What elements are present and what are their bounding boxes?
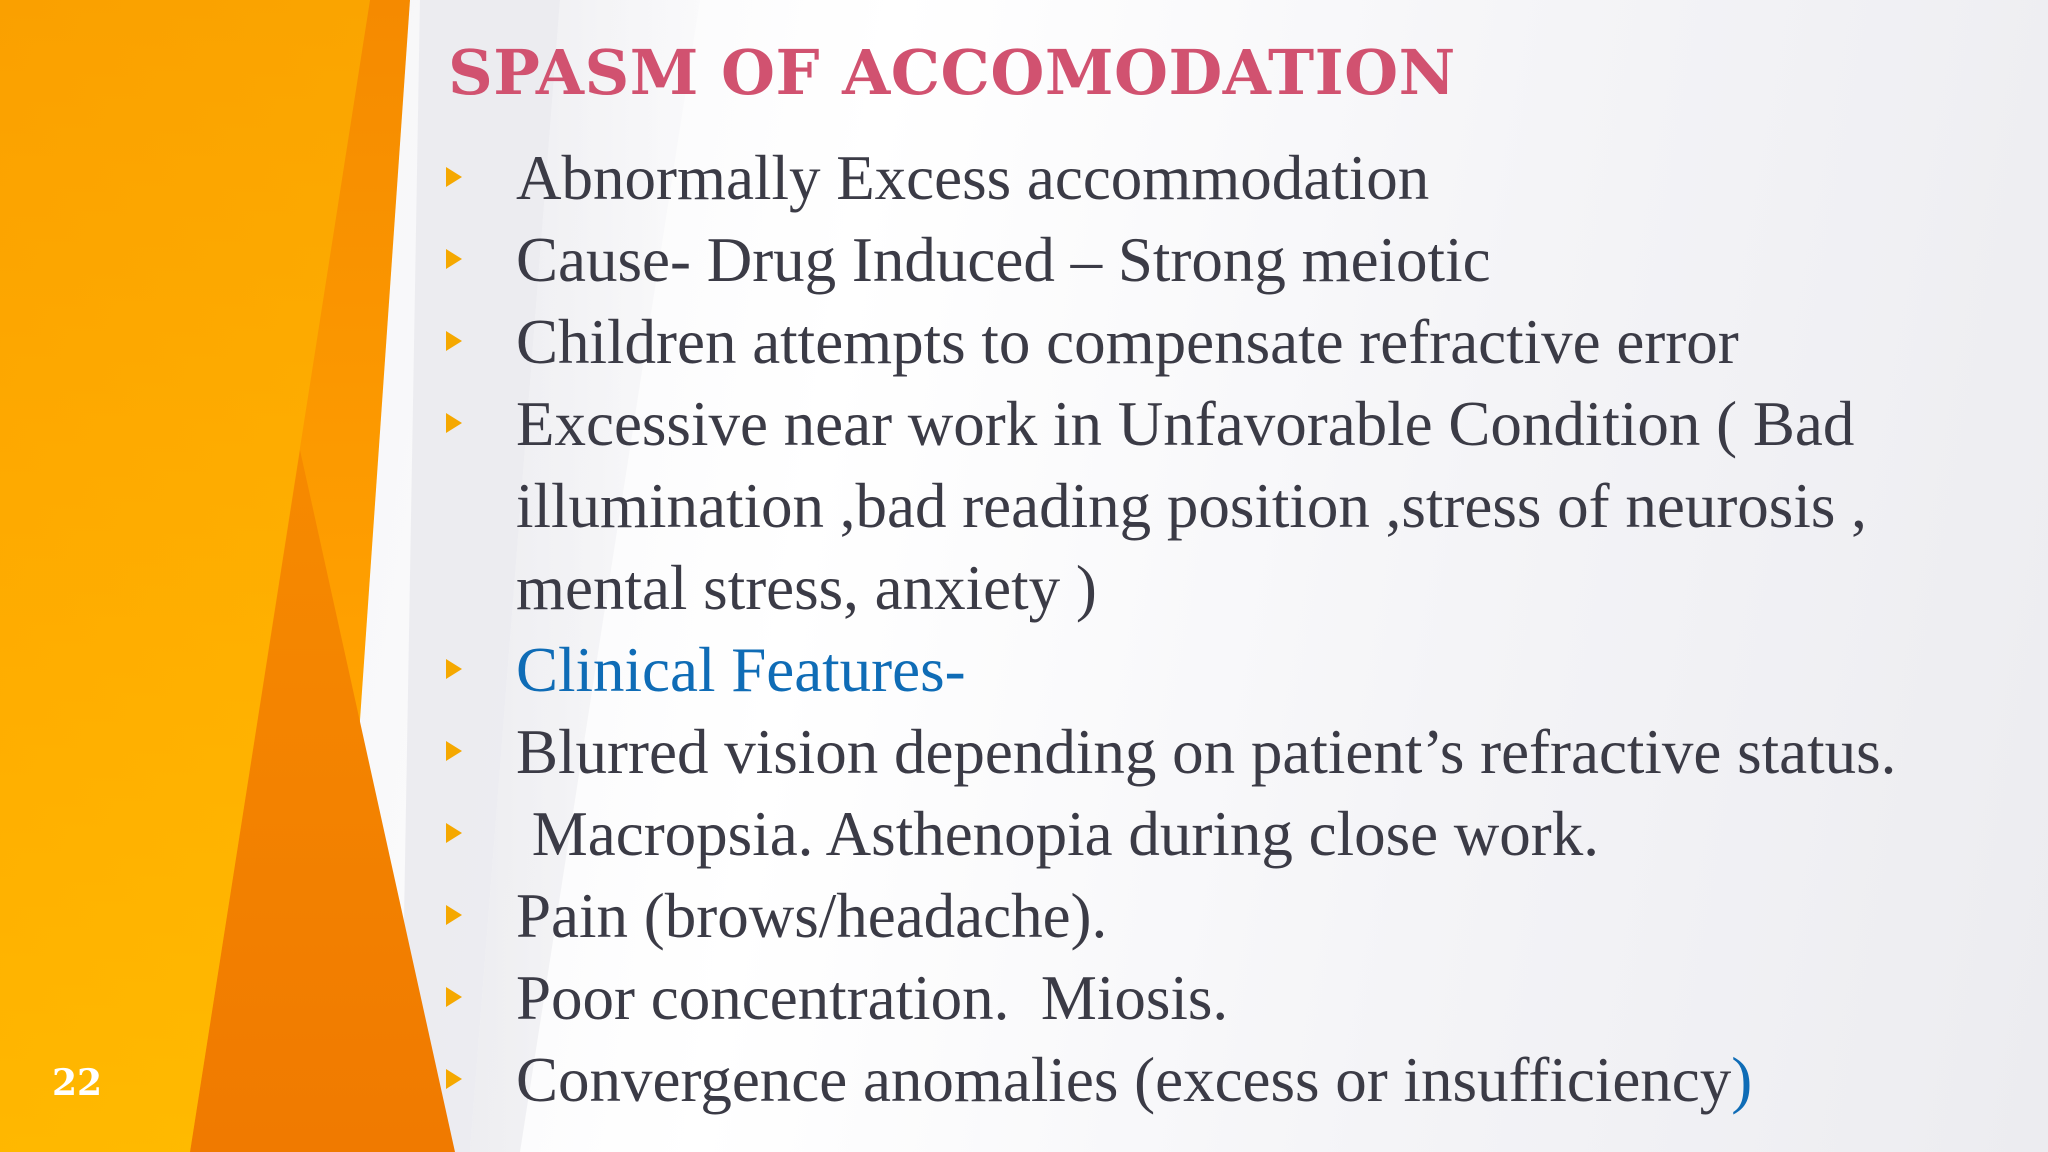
page-number: 22 bbox=[52, 1062, 103, 1104]
slide-title: SPASM OF ACCOMODATION bbox=[448, 36, 1456, 109]
bullet-item bbox=[440, 383, 2030, 629]
bullet-item bbox=[440, 957, 2030, 1039]
bullet-text: Excessive near work in Unfavorable Condition ( Bad illumination ,bad reading position ,stress of neurosis , mental stress, anxiety ) bbox=[516, 389, 1867, 623]
section-heading-text: Clinical Features- bbox=[516, 635, 966, 705]
bullet-text: Poor concentration. Miosis. bbox=[516, 963, 1229, 1033]
closing-paren-text: ) bbox=[1731, 1045, 1753, 1115]
bullet-list bbox=[440, 137, 2030, 1121]
bullet-text: Macropsia. Asthenopia during close work. bbox=[516, 799, 1600, 869]
bullet-arrow-icon bbox=[446, 249, 462, 269]
bullet-item bbox=[440, 219, 2030, 301]
bullet-text: Blurred vision depending on patient’s refractive status. bbox=[516, 717, 1897, 787]
bullet-arrow-icon bbox=[446, 331, 462, 351]
bullet-arrow-icon bbox=[446, 823, 462, 843]
bullet-arrow-icon bbox=[446, 413, 462, 433]
bullet-text: Cause- Drug Induced – Strong meiotic bbox=[516, 225, 1491, 295]
bullet-item bbox=[440, 137, 2030, 219]
bullet-item bbox=[440, 301, 2030, 383]
bullet-text: Abnormally Excess accommodation bbox=[516, 143, 1430, 213]
bullet-arrow-icon bbox=[446, 659, 462, 679]
bullet-item bbox=[440, 875, 2030, 957]
bullet-arrow-icon bbox=[446, 741, 462, 761]
bullet-item bbox=[440, 793, 2030, 875]
bullet-text: Convergence anomalies (excess or insufficiency bbox=[516, 1045, 1732, 1115]
bullet-item bbox=[440, 711, 2030, 793]
bullet-item bbox=[440, 1039, 2030, 1121]
bullet-arrow-icon bbox=[446, 987, 462, 1007]
bullet-text: Pain (brows/headache). bbox=[516, 881, 1108, 951]
bullet-text: Children attempts to compensate refractive error bbox=[516, 307, 1739, 377]
bullet-arrow-icon bbox=[446, 1069, 462, 1089]
bullet-arrow-icon bbox=[446, 905, 462, 925]
bullet-arrow-icon bbox=[446, 167, 462, 187]
bullet-item-clinical-features bbox=[440, 629, 2030, 711]
